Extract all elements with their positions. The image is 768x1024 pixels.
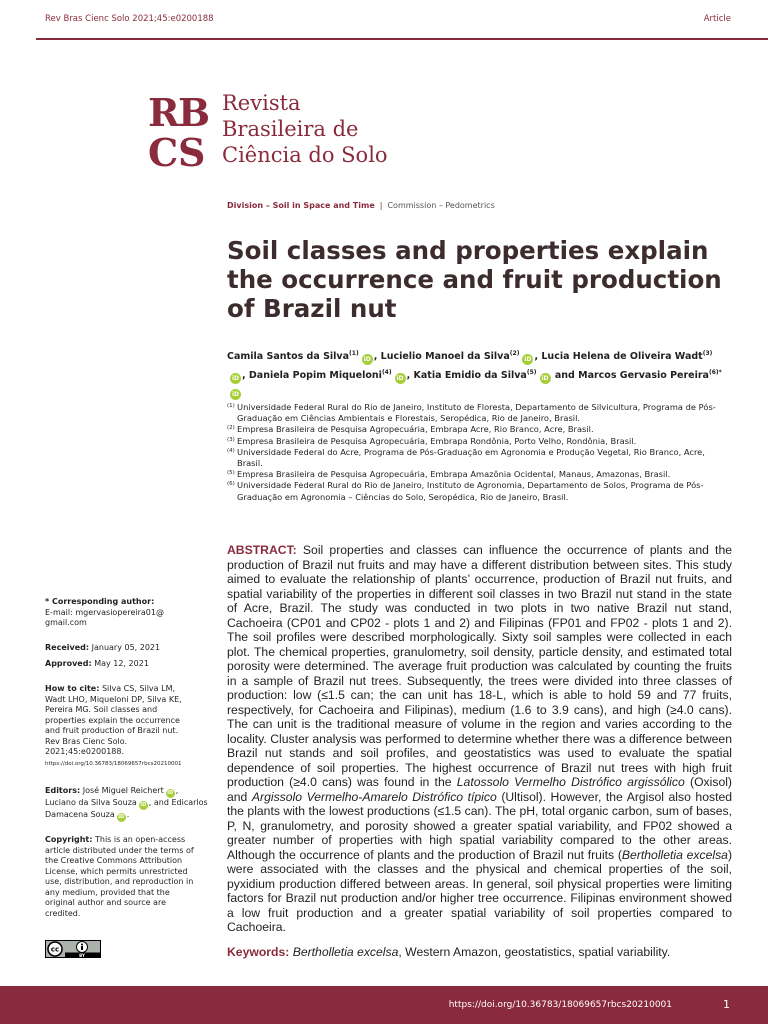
journal-name-line-2: Brasileira de xyxy=(222,117,359,141)
page-number: 1 xyxy=(723,998,730,1011)
affiliation-text: Empresa Brasileira de Pesquisa Agropecuária, Embrapa Amazônia Ocidental, Manaus, Amazonas, Brasil. xyxy=(237,469,671,480)
editor-and: , and xyxy=(148,798,169,807)
affiliation-item xyxy=(227,436,732,447)
keywords-label: Keywords: xyxy=(227,945,290,959)
author-name: Camila Santos da Silva xyxy=(227,351,350,363)
editors: Editors: José Miguel Reichert iD , Luciano da Silva Souza iD , and Edicarlos Damacena Souza iD . xyxy=(45,786,208,820)
article-type: Article xyxy=(703,14,731,24)
author-name: Lucielio Manoel da Silva xyxy=(380,351,510,363)
svg-text:S: S xyxy=(178,130,206,168)
orcid-icon[interactable]: iD xyxy=(167,790,174,796)
abstract-label: ABSTRACT: xyxy=(227,543,297,557)
article-title: Soil classes and properties explain the occurrence and fruit production of Brazil nut xyxy=(227,236,722,323)
abstract-italic-term: Bertholletia excelsa xyxy=(621,847,728,862)
cite-label: How to cite: xyxy=(45,684,100,693)
affiliation-text: Empresa Brasileira de Pesquisa Agropecuária, Embrapa Rondônia, Porto Velho, Rondônia, Brasil. xyxy=(237,435,637,446)
footer-doi-link[interactable]: https://doi.org/10.36783/18069657rbcs20210001 xyxy=(448,1000,672,1010)
received-label: Received: xyxy=(45,643,90,652)
orcid-icon[interactable]: iD xyxy=(541,375,549,383)
abstract-italic-term: Argissolo Vermelho-Amarelo Distrófico típico xyxy=(251,789,497,804)
abstract-text: (Ultisol). However, the Argisol also hosted the plants with the lowest productions (≤1.5 can). The pH, total organic carbon, sum of bases, P, N, granulometry, and porosity showed a greater spatial variability, and FP02 showed a greater number of properties with high spatial variability compared to the other areas. Although the occurrence of plants and the production of Brazil nut fruits ( xyxy=(227,789,733,862)
author-name: Lucia Helena de Oliveira Wadt xyxy=(541,351,703,363)
affiliation-item xyxy=(227,480,732,502)
keyword-italic: Bertholletia excelsa xyxy=(292,945,399,959)
affiliation-text: Universidade Federal Rural do Rio de Janeiro, Instituto de Floresta, Departamento de Silvicultura, Programa de Pós-Graduação em Ciências Ambientais e Florestais, Seropédica, Rio de Janeiro, Brasil. xyxy=(237,402,716,424)
journal-logo xyxy=(148,92,214,168)
journal-name xyxy=(222,90,388,168)
approved-value: May 12, 2021 xyxy=(94,659,149,668)
orcid-icon[interactable]: iD xyxy=(231,391,240,399)
corresponding-author xyxy=(45,597,205,629)
author-and: and xyxy=(554,370,575,382)
affiliation-number: (6) xyxy=(227,481,235,488)
affiliation-text: Universidade Federal Rural do Rio de Janeiro, Instituto de Agronomia, Departamento de Solos, Programa de Pós-Graduação em Agronomia – Ciências do Solo, Seropédica, Rio de Janeiro, Brasil. xyxy=(237,480,704,502)
svg-text:C: C xyxy=(148,130,179,168)
affiliation-number: (4) xyxy=(227,447,235,454)
how-to-cite xyxy=(45,684,195,768)
copyright-text: This is an open-access article distributed under the terms of the Creative Commons Attribution License, which permits unrestricted use, distribution, and reproduction in any medium, provided that the original author and source are credited. xyxy=(45,835,194,918)
author-name: Daniela Popim Miqueloni xyxy=(248,370,382,382)
cite-doi-link[interactable]: https://doi.org/10.36783/18069657rbcs20210001 xyxy=(45,760,182,767)
affiliation-number: (5) xyxy=(227,470,235,477)
journal-name-line-3: Ciência do Solo xyxy=(222,143,388,167)
author-affiliation-ref: (2) xyxy=(509,350,520,357)
author-list: Camila Santos da Silva$^{(1)}$iD , Lucielio Manoel da Silva$^{(2)}$iD , Lucia Helena de Oliveira Wadt$^{(3)}$iD , Daniela Popim Miqueloni$^{(4)}$iD , Katia Emidio da Silva$^{(5)}$iD and Marcos Gervasio Pereira$^{(6)*}$iD xyxy=(227,350,722,399)
cc-label: cc xyxy=(50,945,60,954)
commission-name: Commission – Pedometrics xyxy=(387,201,495,210)
division-separator: | xyxy=(379,201,383,210)
author-affiliation-ref: (5) xyxy=(526,369,537,377)
cc-by-license-icon[interactable] xyxy=(45,940,101,958)
division-name: Division – Soil in Space and Time xyxy=(227,201,375,210)
author-affiliation-ref: (1) xyxy=(349,350,359,357)
author-affiliation-ref: (3) xyxy=(702,350,713,357)
author-affiliation-ref: (4) xyxy=(381,369,392,377)
copyright-label: Copyright: xyxy=(45,835,93,844)
affiliation-number: (1) xyxy=(227,403,235,409)
orcid-icon[interactable]: iD xyxy=(524,356,532,364)
editor-name: José Miguel Reichert xyxy=(82,786,164,795)
abstract-text: (Oxisol) and xyxy=(227,775,732,804)
received-date xyxy=(45,643,205,654)
affiliation-number: (3) xyxy=(227,436,235,443)
editor-name: Edicarlos Damacena Souza xyxy=(45,798,208,819)
orcid-icon[interactable]: iD xyxy=(118,814,125,820)
division-line xyxy=(227,201,495,210)
abstract xyxy=(227,543,732,935)
keywords-text: , Western Amazon, geostatistics, spatial variability. xyxy=(398,945,671,959)
keywords xyxy=(227,945,732,960)
affiliation-number: (2) xyxy=(227,425,235,432)
affiliation-item xyxy=(227,402,732,424)
journal-citation: Rev Bras Cienc Solo 2021;45:e0200188 xyxy=(45,14,214,24)
svg-text:B: B xyxy=(178,92,211,135)
abstract-text: Soil properties and classes can influence the occurrence of plants and the production of Brazil nut fruits and may have a different distribution between sites. This study aimed to evaluate the relationship of plants’ occurrence, production of Brazil nut fruits, and spatial variability of the properties in different soil classes in two Brazil nut stand in the state of Acre, Brazil. The study was conducted in two plots in two native Brazil nut stand, Cachoeira (CP01 and CP02 - plots 1 and 2) and Filipinas (FP01 and FP02 - plots 1 and 2). The soil profiles were described morphologically. Sixty soil samples were collected in each plot. The chemical properties, granulometry, soil density, particle density, and estimated total porosity were determined. The average fruit production was calculated by counting the fruits in a sample of Brazil nut trees. Subsequently, the trees were divided into three classes of production: low (≤1.5 can; the can unit has 18-L, which is able to hold 59 and 77 fruits, respectively, for Cachoeira and Filipinas), medium (1.6 to 3.9 cans), and high (≥4.0 cans). The can unit is the traditional measure of volume in the region and varies according to the locality. Cluster analysis was performed to determine whether there was a difference between Brazil nut stands and soil profiles, and geostatistics was used to evaluate the spatial dependence of soil properties. The highest occurrence of Brazil nut trees with high fruit production (≥4.0 cans) was found in the xyxy=(227,543,732,789)
page-footer xyxy=(0,986,768,1024)
affiliation-list xyxy=(227,402,732,503)
editors-label: Editors: xyxy=(45,786,81,795)
abstract-text: ) were associated with the classes and the physical and chemical properties of the soil, pyxidium production differed between areas. In general, soil physical properties were limiting factors for Brazil nut production and/or higher tree occurrence. Filipinas environment showed a low fruit production and a greater spatial variability of soil properties compared to Cachoeira. xyxy=(227,847,733,934)
journal-name-line-1: Revista xyxy=(222,91,301,115)
svg-text:R: R xyxy=(148,92,180,135)
orcid-icon[interactable]: iD xyxy=(231,375,240,383)
cite-text: Silva CS, Silva LM, Wadt LHO, Miqueloni DP, Silva KE, Pereira MG. Soil classes and properties explain the occurrence and fruit production of Brazil nut. Rev Bras Cienc Solo. 2021;45:e0200188. xyxy=(45,684,182,756)
approved-date xyxy=(45,659,205,670)
header-rule xyxy=(36,38,768,40)
abstract-italic-term: Latossolo Vermelho Distrófico argissólico xyxy=(456,775,685,789)
approved-label: Approved: xyxy=(45,659,92,668)
orcid-icon[interactable]: iD xyxy=(363,356,371,364)
received-value: January 05, 2021 xyxy=(91,643,161,652)
by-label: BY xyxy=(79,952,85,958)
orcid-icon[interactable]: iD xyxy=(396,375,404,383)
affiliation-text: Empresa Brasileira de Pesquisa Agropecuária, Embrapa Acre, Rio Branco, Acre, Brasil. xyxy=(237,424,594,435)
affiliation-item xyxy=(227,424,732,435)
author-name: Katia Emidio da Silva xyxy=(413,370,527,382)
affiliation-item xyxy=(227,469,732,480)
affiliation-text: Universidade Federal do Acre, Programa de Pós-Graduação em Agronomia e Produção Vegetal, Rio Branco, Acre, Brasil. xyxy=(237,446,705,469)
editor-name: Luciano da Silva Souza xyxy=(45,798,137,807)
author-affiliation-ref: (6)* xyxy=(708,369,722,377)
corresponding-label: * Corresponding author: xyxy=(45,597,155,606)
author-name: Marcos Gervasio Pereira xyxy=(578,370,709,382)
corresponding-email[interactable]: E-mail: mgervasiopereira01@ gmail.com xyxy=(45,607,164,627)
affiliation-item xyxy=(227,447,732,469)
copyright xyxy=(45,835,195,919)
orcid-icon[interactable]: iD xyxy=(140,802,147,808)
